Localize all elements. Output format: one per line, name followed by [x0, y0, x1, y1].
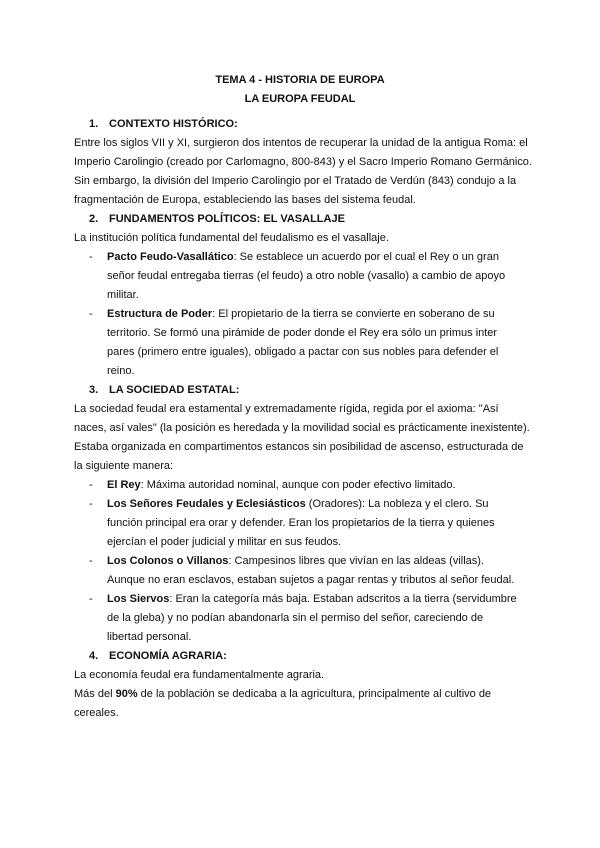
list-item-text: : Máxima autoridad nominal, aunque con poder efectivo limitado.	[140, 479, 456, 491]
section-4-number: 4.	[89, 650, 99, 662]
paragraph-text: Más del	[74, 688, 116, 700]
list-dash: -	[89, 498, 93, 510]
section-4-paragraph: La economía feudal era fundamentalmente agraria.	[74, 669, 325, 681]
title-line-1: TEMA 4 - HISTORIA DE EUROPA	[215, 74, 385, 86]
list-item-text: : Se establece un acuerdo por el cual el Rey o un gran señor feudal entregaba tierras (el feudo) a otro noble (vasallo) a cambio de apoyo militar.	[107, 251, 506, 301]
section-1-paragraph: Entre los siglos VII y XI, surgieron dos intentos de recuperar la unidad de la antigua Roma: el Imperio Carolingio (creado por Carlomagno, 800-843) y el Sacro Imperio Romano Germánico. Sin embargo, la división del Imperio Carolingio por el Tratado de Verdún (843) condujo a la fragmentación de Europa, estableciendo las bases del sistema feudal.	[74, 137, 532, 206]
list-item-text: (Oradores): La nobleza y el clero. Su función principal era orar y defender. Eran los propietarios de la tierra y quienes ejercían el poder judicial y militar en sus feudos.	[107, 498, 495, 548]
section-2-number: 2.	[89, 213, 99, 225]
list-item-text: : El propietario de la tierra se convierte en soberano de su territorio. Se formó una pirámide de poder donde el Rey era sólo un primus inter pares (primero entre iguales), obligado a pactar con sus nobles para defender el reino.	[107, 308, 499, 377]
percentage-value: 90%	[115, 688, 138, 700]
section-4-paragraph-2	[74, 685, 534, 723]
list-dash: -	[89, 593, 93, 605]
title-line-2: LA EUROPA FEUDAL	[244, 93, 356, 105]
section-1-heading	[89, 115, 238, 134]
list-item-term: Pacto Feudo-Vasallático	[107, 251, 234, 263]
list-dash: -	[89, 251, 93, 263]
list-item-term: Los Colonos o Villanos	[107, 555, 229, 567]
list-dash: -	[89, 555, 93, 567]
list-item-term: Estructura de Poder	[107, 308, 213, 320]
section-3-number: 3.	[89, 384, 99, 396]
list-item-text: : Eran la categoría más baja. Estaban adscritos a la tierra (servidumbre de la gleba) y no podían abandonarla sin el permiso del señor, careciendo de libertad personal.	[107, 593, 517, 643]
list-dash: -	[89, 479, 93, 491]
section-3-title: LA SOCIEDAD ESTATAL:	[109, 384, 240, 396]
list-item-term: Los Siervos	[107, 593, 170, 605]
section-2-title: FUNDAMENTOS POLÍTICOS: EL VASALLAJE	[109, 213, 345, 225]
paragraph-text: de la población se dedicaba a la agricultura, principalmente al cultivo de cereales.	[74, 688, 492, 719]
section-2-paragraph: La institución política fundamental del feudalismo es el vasallaje.	[74, 232, 389, 244]
section-3-paragraph: La sociedad feudal era estamental y extremadamente rígida, regida por el axioma: "Así naces, así vales" (la posición es heredada y la movilidad social es prácticamente inexistente). Estaba organizada en compartimentos estancos sin posibilidad de ascenso, estructurada de la siguiente manera:	[74, 403, 530, 472]
section-1-title: CONTEXTO HISTÓRICO:	[109, 118, 238, 130]
list-dash: -	[89, 308, 93, 320]
section-3-heading	[89, 381, 239, 400]
list-item-term: Los Señores Feudales y Eclesiásticos	[107, 498, 306, 510]
list-item-term: El Rey	[107, 479, 141, 491]
list-item-text: : Campesinos libres que vivían en las aldeas (villas). Aunque no eran esclavos, estaban sujetos a pagar rentas y tributos al señor feudal.	[107, 555, 515, 586]
section-1-number: 1.	[89, 118, 99, 130]
section-4-title: ECONOMÍA AGRARIA:	[109, 650, 227, 662]
section-2-heading	[89, 210, 345, 229]
section-4-heading	[89, 647, 227, 666]
